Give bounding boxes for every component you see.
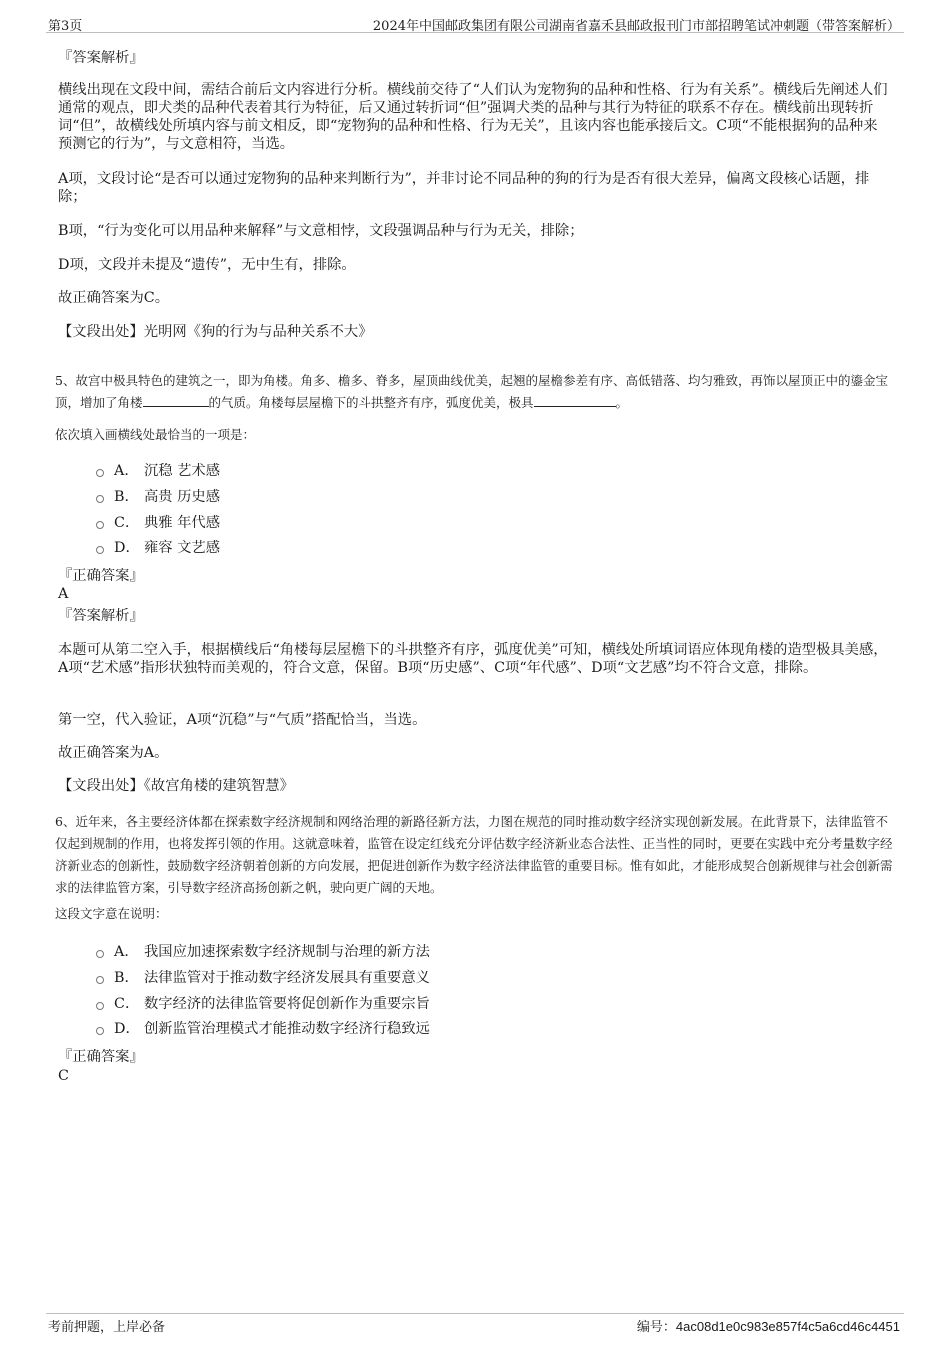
q4-analysis-p2: A项，文段讨论“是否可以通过宠物狗的品种来判断行为”，并非讨论不同品种的狗的行为是否有很大差异，偏离文段核心话题，排除；	[58, 171, 870, 205]
option-text: 沉稳 艺术感	[144, 463, 221, 479]
q4-analysis-p4: D项，文段并未提及“遗传”，无中生有，排除。	[58, 257, 356, 273]
q5-stem-part1: 5、故宫中极具特色的建筑之一，即为角楼。角多、檐多、脊多，屋顶曲线优美，起翘的屋檐参差有序、高低错落、均匀雅致，再饰以屋顶正中的鎏金宝顶，增加了角楼	[55, 373, 888, 410]
option-letter: B．	[114, 970, 139, 986]
q5-answer-label: 『正确答案』	[58, 568, 144, 584]
radio-icon[interactable]	[96, 546, 104, 554]
option-letter: A．	[114, 944, 139, 960]
q5-stem-part3: 。	[615, 395, 629, 410]
option-letter: C．	[114, 515, 140, 531]
q4-analysis-label: 『答案解析』	[58, 50, 144, 66]
footer-code-label: 编号：	[636, 1320, 676, 1335]
option-text: 数字经济的法律监管要将促创新作为重要宗旨	[144, 996, 430, 1012]
option-letter: D．	[114, 1021, 140, 1037]
q5-stem	[55, 370, 897, 414]
q5-analysis-p3: 故正确答案为A。	[58, 745, 169, 761]
q4-source: 【文段出处】光明网《狗的行为与品种关系不大》	[58, 324, 373, 340]
q4-analysis-p3: B项，“行为变化可以用品种来解释”与文意相悖，文段强调品种与行为无关，排除；	[58, 223, 584, 239]
page-number: 第3页	[48, 19, 83, 34]
option-text: 高贵 历史感	[144, 489, 221, 505]
q5-option-b[interactable]	[96, 488, 220, 506]
option-text: 典雅 年代感	[144, 515, 221, 531]
q4-analysis-p1: 横线出现在文段中间，需结合前后文内容进行分析。横线前交待了“人们认为宠物狗的品种和性格、行为有关系”。横线后先阐述人们通常的观点，即犬类的品种代表着其行为特征，后又通过转折词“但”强调犬类的品种与其行为特征的联系不存在。横线前出现转折词“但”，故横线处所填内容与前文相反，即“宠物狗的品种和性格、行为无关”，且该内容也能承接后文。C项“不能根据狗的品种来预测它的行为”，与文意相符，当选。	[58, 82, 888, 152]
option-letter: B．	[114, 489, 139, 505]
radio-icon[interactable]	[96, 521, 104, 529]
option-text: 雍容 文艺感	[144, 540, 221, 556]
q6-answer-label: 『正确答案』	[58, 1049, 144, 1065]
q5-analysis-p2: 第一空，代入验证，A项“沉稳”与“气质”搭配恰当，当选。	[58, 712, 427, 728]
page-footer	[46, 1313, 904, 1336]
option-letter: C．	[114, 996, 140, 1012]
q6-answer: C	[58, 1068, 69, 1084]
footer-code-value: 4ac08d1e0c983e857f4c5a6cd46c4451	[675, 1319, 900, 1334]
q5-blank-1	[143, 392, 209, 407]
radio-icon[interactable]	[96, 976, 104, 984]
radio-icon[interactable]	[96, 1027, 104, 1035]
footer-code	[637, 1316, 900, 1335]
page-header	[46, 14, 904, 33]
q5-answer: A	[58, 586, 69, 602]
q6-prompt: 这段文字意在说明：	[55, 906, 168, 921]
q4-analysis-p5: 故正确答案为C。	[58, 290, 170, 306]
document-title: 2024年中国邮政集团有限公司湖南省嘉禾县邮政报刊门市部招聘笔试冲刺题（带答案解析）	[372, 19, 900, 34]
footer-slogan: 考前押题，上岸必备	[48, 1320, 166, 1335]
q5-option-d[interactable]	[96, 539, 220, 557]
q6-stem: 6、近年来，各主要经济体都在探索数字经济规制和网络治理的新路径新方法，力图在规范的同时推动数字经济实现创新发展。在此背景下，法律监管不仅起到规制的作用，也将发挥引领的作用。这就意味着，监管在设定红线充分评估数字经济新业态合法性、正当性的同时，更要在实践中充分考量数字经济新业态的创新性，鼓励数字经济朝着创新的方向发展，把促进创新作为数字经济法律监管的重要目标。惟有如此，才能形成契合创新规律与社会创新需求的法律监管方案，引导数字经济高扬创新之帆，驶向更广阔的天地。	[55, 814, 893, 895]
q5-source: 【文段出处】《故宫角楼的建筑智慧》	[58, 778, 294, 794]
q5-prompt: 依次填入画横线处最恰当的一项是：	[55, 427, 256, 442]
option-text: 法律监管对于推动数字经济发展具有重要意义	[144, 970, 430, 986]
q6-option-c[interactable]	[96, 995, 430, 1013]
radio-icon[interactable]	[96, 950, 104, 958]
q6-option-a[interactable]	[96, 943, 430, 961]
q6-option-b[interactable]	[96, 969, 430, 987]
q5-analysis-p1: 本题可从第二空入手，根据横线后“角楼每层屋檐下的斗拱整齐有序，弧度优美”可知，横线处所填词语应体现角楼的造型极具美感，A项“艺术感”指形状独特而美观的，符合文意，保留。B项“历史感”、C项“年代感”、D项“文艺感”均不符合文意，排除。	[58, 642, 888, 676]
q5-analysis-label: 『答案解析』	[58, 608, 144, 624]
radio-icon[interactable]	[96, 495, 104, 503]
option-letter: A．	[114, 463, 139, 479]
option-text: 我国应加速探索数字经济规制与治理的新方法	[144, 944, 430, 960]
q6-option-d[interactable]	[96, 1020, 430, 1038]
option-text: 创新监管治理模式才能推动数字经济行稳致远	[144, 1021, 430, 1037]
q5-blank-2	[534, 392, 616, 407]
radio-icon[interactable]	[96, 469, 104, 477]
q5-option-a[interactable]	[96, 462, 220, 480]
q5-option-c[interactable]	[96, 514, 220, 532]
option-letter: D．	[114, 540, 140, 556]
q5-stem-part2: 的气质。角楼每层屋檐下的斗拱整齐有序，弧度优美，极具	[208, 395, 534, 410]
radio-icon[interactable]	[96, 1002, 104, 1010]
